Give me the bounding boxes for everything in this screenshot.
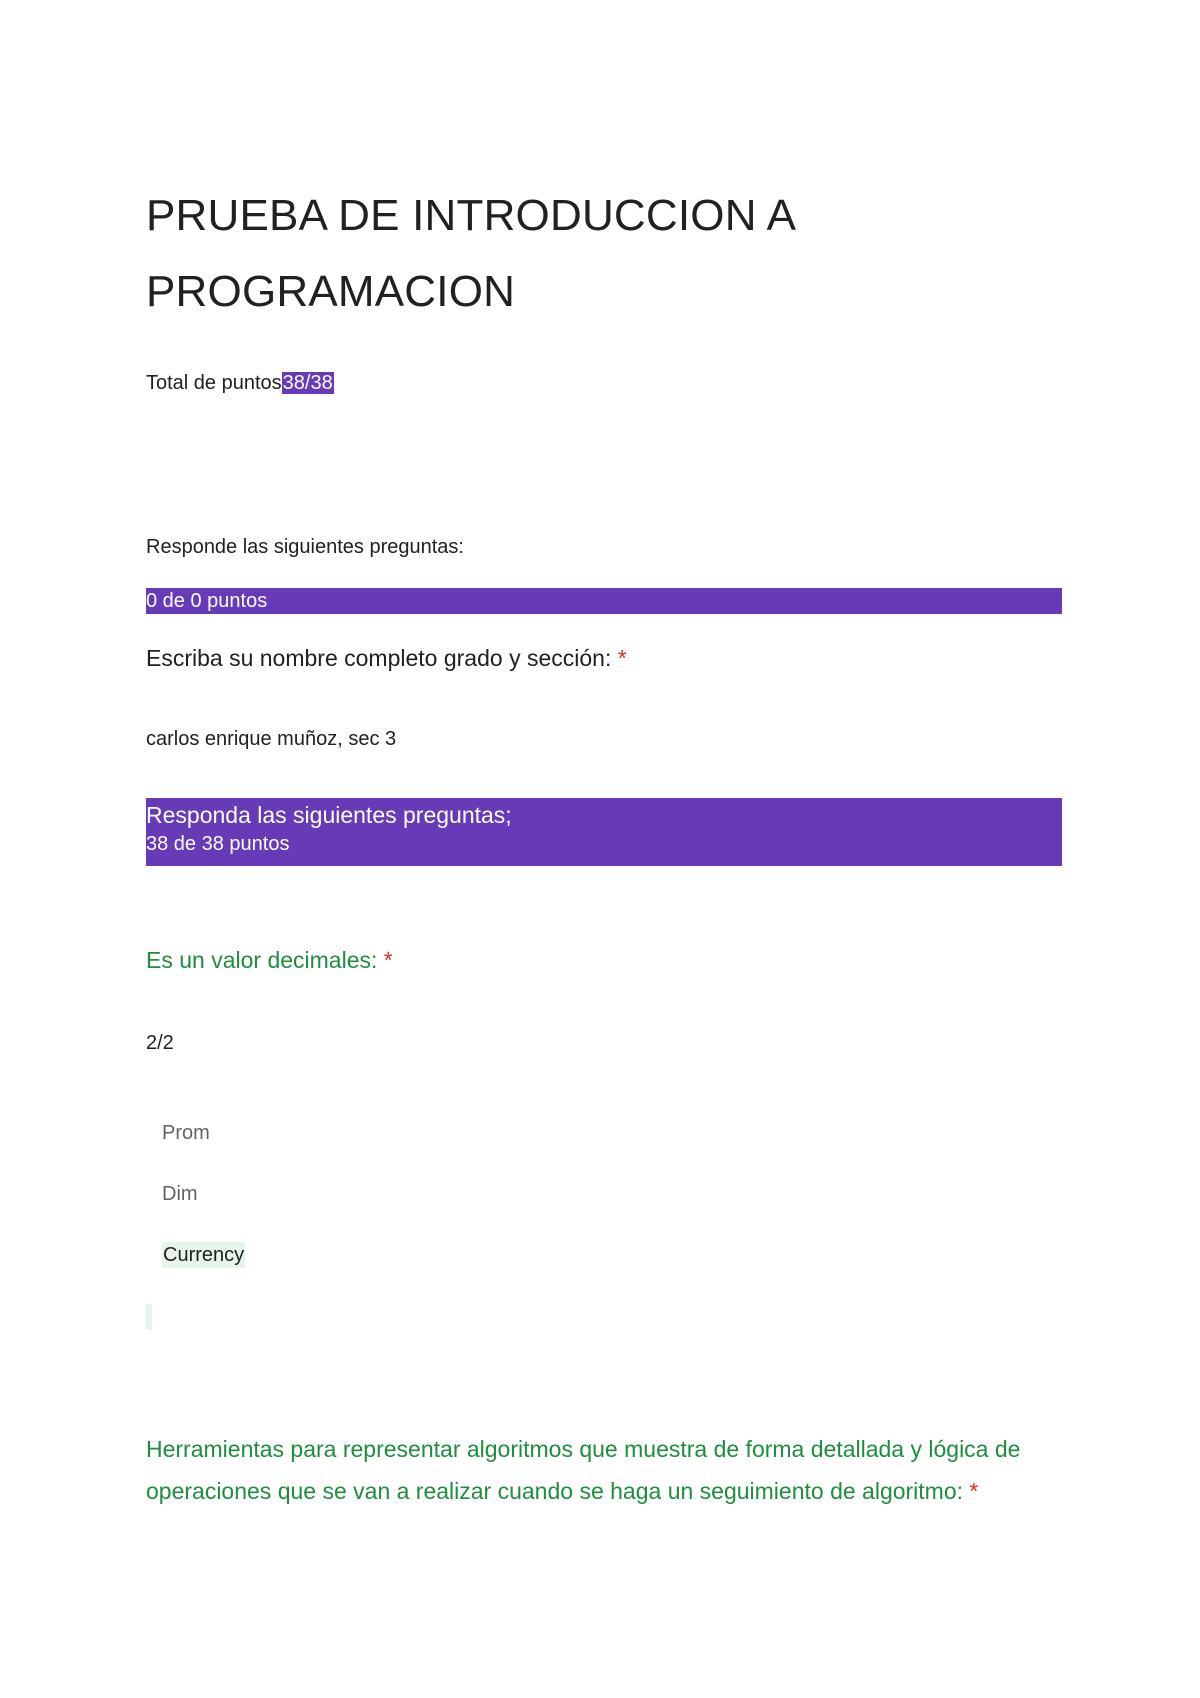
question-decimal (146, 940, 393, 980)
correct-answer-marker (146, 1304, 152, 1330)
section-title: Responda las siguientes preguntas; (146, 802, 512, 828)
section-points: 38 de 38 puntos (146, 833, 290, 855)
question-name-text: Escriba su nombre completo grado y sección: (146, 645, 612, 671)
total-points-label: Total de puntos (146, 372, 282, 394)
form-title: PRUEBA DE INTRODUCCION A PROGRAMACION (146, 191, 794, 316)
option-dim: Dim (162, 1183, 198, 1205)
required-mark: * (969, 1478, 979, 1504)
question-name (146, 638, 627, 678)
section-points-bar (146, 588, 1062, 614)
section-description: Responde las siguientes preguntas: (146, 536, 464, 558)
total-points-score: 38/38 (282, 372, 333, 394)
question-score: 2/2 (146, 1032, 174, 1054)
question-tools-text: Herramientas para representar algoritmos que muestra de forma detallada y lógica de operaciones que se van a realizar cuando se haga un seguimiento de algoritmo: (146, 1436, 1021, 1504)
name-answer: carlos enrique muñoz, sec 3 (146, 728, 397, 750)
question-decimal-text: Es un valor decimales: (146, 947, 378, 973)
question-tools (146, 1428, 1062, 1512)
section-points: 0 de 0 puntos (146, 590, 268, 612)
required-mark: * (383, 947, 393, 973)
option-prom: Prom (162, 1122, 210, 1144)
option-currency-selected: Currency (163, 1244, 245, 1266)
total-points (146, 370, 334, 396)
required-mark: * (617, 645, 627, 671)
section-header (146, 798, 1062, 866)
